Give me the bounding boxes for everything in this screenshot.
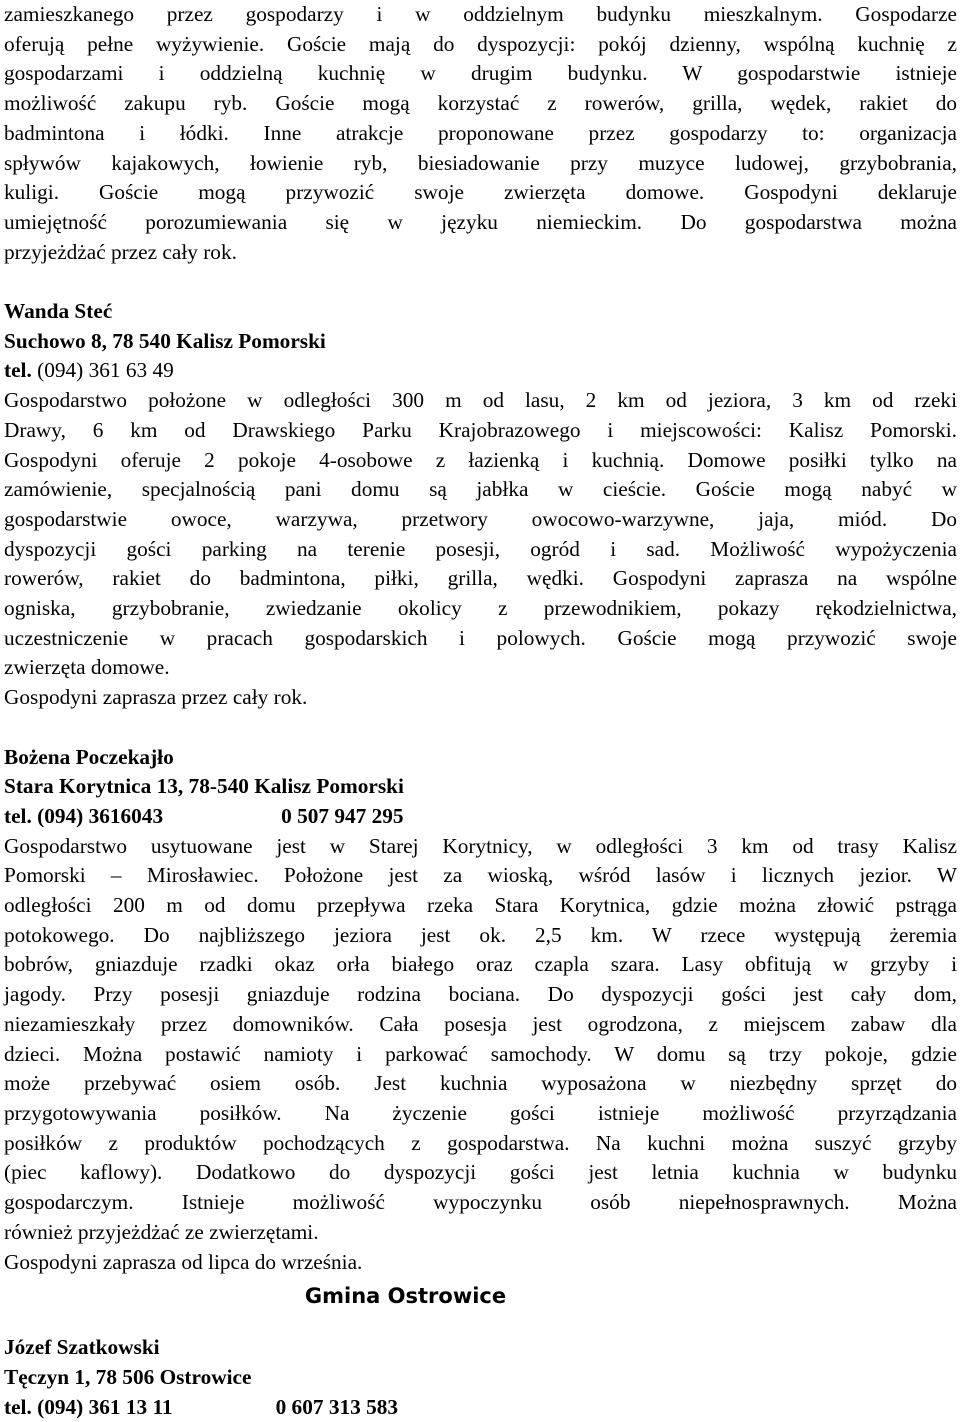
owner-address: Tęczyn 1, 78 506 Ostrowice — [4, 1364, 252, 1389]
entry-wanda-stec — [4, 297, 957, 713]
entry-closing: Gospodyni zaprasza przez cały rok. — [4, 685, 308, 710]
tel-number: tel. (094) 3616043 — [4, 803, 164, 828]
text-line: oferują pełne wyżywienie. Goście mają do dyspozycji: pokój dzienny, wspólną kuchnię z — [4, 31, 957, 56]
owner-address: Suchowo 8, 78 540 Kalisz Pomorski — [4, 328, 326, 353]
tel-number: tel. (094) 361 13 11 — [4, 1394, 173, 1419]
spacer — [4, 713, 957, 743]
text-line: jagody. Przy posesji gniazduje rodzina bociana. Do dyspozycji gości jest cały dom, — [4, 982, 957, 1007]
mobile-number: 0 507 947 295 — [281, 803, 404, 828]
section-heading: Gmina Ostrowice — [304, 1284, 507, 1309]
text-line: bobrów, gniazduje rzadki okaz orła białego oraz czapla szara. Lasy obfitują w grzyby i — [4, 952, 957, 977]
text-line: badmintona i łódki. Inne atrakcje proponowane przez gospodarzy to: organizacja — [4, 120, 957, 145]
text-line: ogniska, grzybobranie, zwiedzanie okolicy z przewodnikiem, pokazy rękodzielnictwa, — [4, 596, 957, 621]
text-line: Gospodarstwo usytuowane jest w Starej Korytnicy, w odległości 3 km od trasy Kalisz — [4, 833, 957, 858]
text-line: dzieci. Można postawić namioty i parkować samochody. W domu są trzy pokoje, gdzie — [4, 1041, 957, 1066]
text-line: uczestniczenie w pracach gospodarskich i polowych. Goście mogą przywozić swoje — [4, 625, 957, 650]
owner-phone — [4, 802, 957, 832]
text-line: Drawy, 6 km od Drawskiego Parku Krajobrazowego i miejscowości: Kalisz Pomorski. — [4, 417, 957, 442]
text-line: Pomorski – Mirosławiec. Położone jest za wioską, wśród lasów i licznych jezior. W — [4, 863, 957, 888]
tel-label: tel. — [4, 358, 32, 383]
entry-jozef-szatkowski — [4, 1333, 957, 1422]
text-line: przyjeżdżać przez cały rok. — [4, 239, 237, 264]
text-line: gospodarstwie owoce, warzywa, przetwory owocowo-warzywne, jaja, miód. Do — [4, 506, 957, 531]
text-line: zamieszkanego przez gospodarzy i w oddzielnym budynku mieszkalnym. Gospodarze — [4, 2, 957, 26]
spacer — [4, 1319, 957, 1333]
text-line: potokowego. Do najbliższego jeziora jest ok. 2,5 km. W rzece występują żeremia — [4, 922, 957, 947]
document-page — [4, 0, 957, 1422]
text-line: gospodarczym. Istnieje możliwość wypoczynku osób niepełnosprawnych. Można — [4, 1190, 957, 1215]
text-line: dyspozycji gości parking na terenie posesji, ogród i sad. Możliwość wypożyczenia — [4, 536, 957, 561]
text-line: rowerów, rakiet do badmintona, piłki, grilla, wędki. Gospodyni zaprasza na wspólne — [4, 566, 957, 591]
text-line: gospodarzami i oddzielną kuchnię w drugim budynku. W gospodarstwie istnieje — [4, 61, 957, 86]
text-line: może przebywać osiem osób. Jest kuchnia wyposażona w niezbędny sprzęt do — [4, 1071, 957, 1096]
text-line: niezamieszkały przez domowników. Cała posesja jest ogrodzona, z miejscem zabaw dla — [4, 1011, 957, 1036]
owner-phone — [4, 356, 957, 386]
text-line: kuligi. Goście mogą przywozić swoje zwierzęta domowe. Gospodyni deklaruje — [4, 180, 957, 205]
text-line: umiejętność porozumiewania się w języku niemieckim. Do gospodarstwa można — [4, 209, 957, 234]
text-line: spływów kajakowych, łowienie ryb, biesiadowanie przy muzyce ludowej, grzybobrania, — [4, 150, 957, 175]
text-line: Gospodarstwo położone w odległości 300 m od lasu, 2 km od jeziora, 3 km od rzeki — [4, 388, 957, 413]
spacer — [4, 267, 957, 297]
text-line: posiłków z produktów pochodzących z gospodarstwa. Na kuchni można suszyć grzyby — [4, 1130, 957, 1155]
entry-description — [4, 832, 957, 1248]
text-line: zamówienie, specjalnością pani domu są jabłka w cieście. Goście mogą nabyć w — [4, 477, 957, 502]
text-line: możliwość zakupu ryb. Goście mogą korzystać z rowerów, grilla, wędek, rakiet do — [4, 91, 957, 116]
owner-name: Józef Szatkowski — [4, 1335, 160, 1360]
text-line: Gospodyni oferuje 2 pokoje 4-osobowe z łazienką i kuchnią. Domowe posiłki tylko na — [4, 447, 957, 472]
entry-description — [4, 386, 957, 683]
mobile-number: 0 607 313 583 — [275, 1394, 399, 1419]
text-line: (piec kaflowy). Dodatkowo do dyspozycji gości jest letnia kuchnia w budynku — [4, 1160, 957, 1185]
intro-paragraph — [4, 0, 957, 267]
entry-closing: Gospodyni zaprasza od lipca do września. — [4, 1249, 363, 1274]
tel-number: (094) 361 63 49 — [37, 358, 174, 383]
text-line: również przyjeżdżać ze zwierzętami. — [4, 1219, 319, 1244]
owner-name: Bożena Poczekajło — [4, 744, 174, 769]
owner-address: Stara Korytnica 13, 78-540 Kalisz Pomorski — [4, 774, 404, 799]
entry-bozena-poczekajlo — [4, 743, 957, 1278]
text-line: zwierzęta domowe. — [4, 655, 170, 680]
text-line: odległości 200 m od domu przepływa rzeka Stara Korytnica, gdzie można złowić pstrąga — [4, 893, 957, 918]
owner-name: Wanda Steć — [4, 299, 113, 324]
text-line: przygotowywania posiłków. Na życzenie gości istnieje możliwość przyrządzania — [4, 1100, 957, 1125]
owner-phone — [4, 1393, 957, 1422]
